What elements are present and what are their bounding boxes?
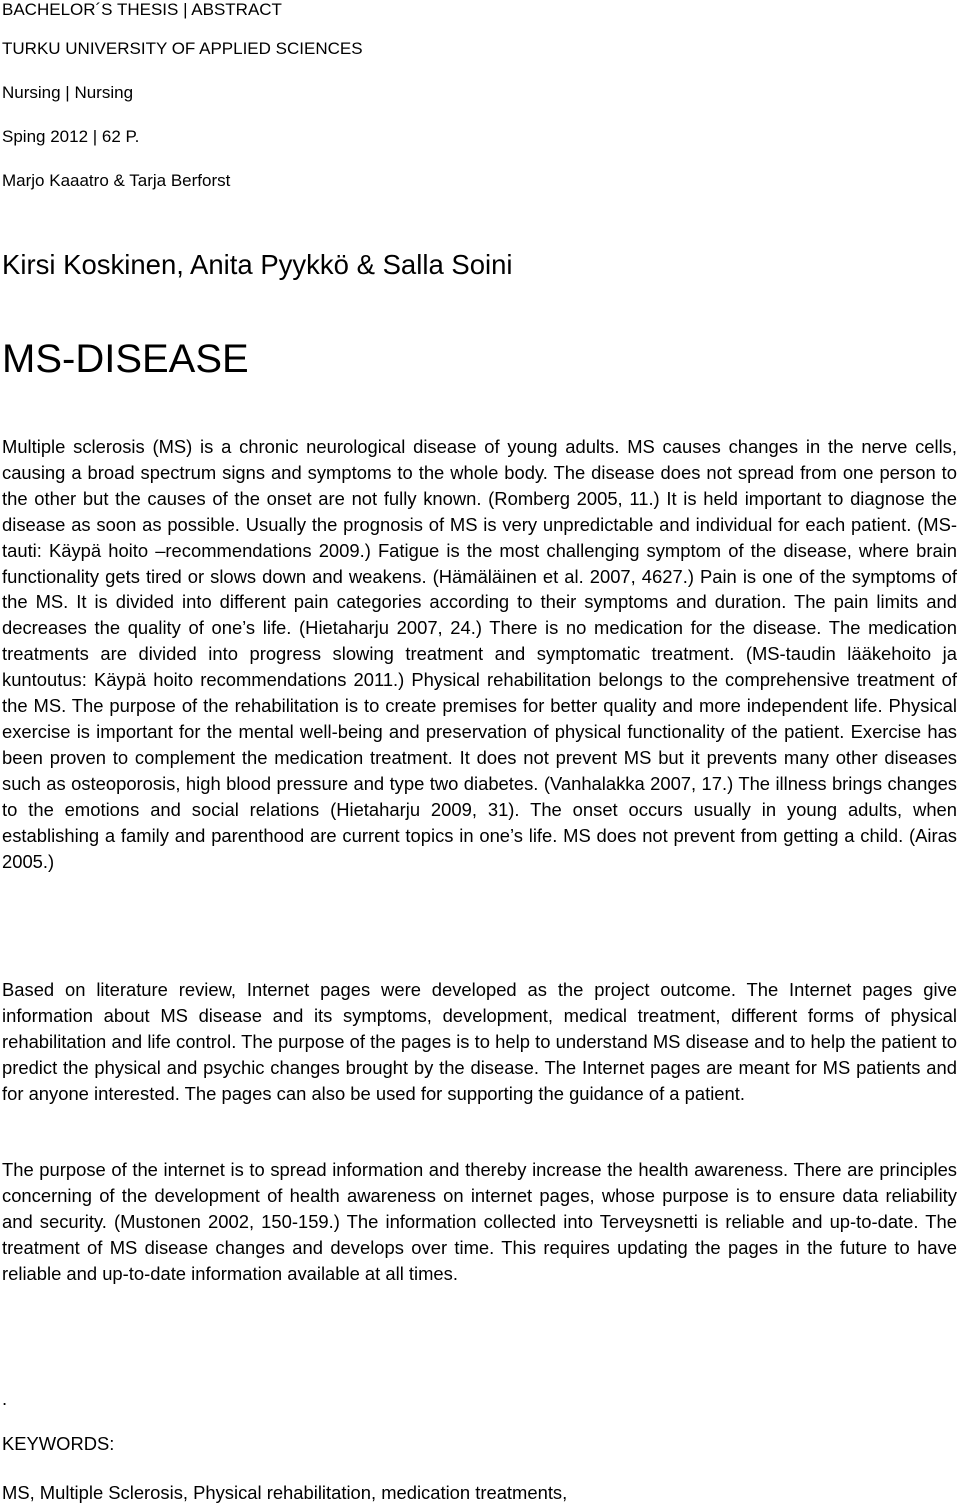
institution-name: TURKU UNIVERSITY OF APPLIED SCIENCES xyxy=(2,39,363,58)
document-type: BACHELOR´S THESIS | ABSTRACT xyxy=(2,0,282,19)
abstract-paragraph-2: Based on literature review, Internet pages were developed as the project outcome. The Internet pages give information about MS disease and its symptoms, development, medical treatment, different forms of physical rehabilitation and life control. The purpose of the pages is to help to understand MS disease and to help the patient to predict the physical and psychic changes brought by the disease. The Internet pages are meant for MS patients and for anyone interested. The pages can also be used for supporting the guidance of a patient. xyxy=(2,979,957,1104)
abstract-paragraph-1: Multiple sclerosis (MS) is a chronic neurological disease of young adults. MS causes changes in the nerve cells, causing a broad spectrum signs and symptoms to the whole body. The disease does not spread from one person to the other but the causes of the onset are not fully known. (Romberg 2005, 11.) It is held important to diagnose the disease as soon as possible. Usually the prognosis of MS is very unpredictable and individual for each patient. (MS-tauti: Käypä hoito –recommendations 2009.) Fatigue is the most challenging symptom of the disease, where brain functionality gets tired or slows down and weakens. (Hämäläinen et al. 2007, 4627.) Pain is one of the symptoms of the MS. It is divided into different pain categories according to their symptoms and duration. The pain limits and decreases the quality of one’s life. (Hietaharju 2007, 24.) There is no medication for the disease. The medication treatments are divided into progress slowing treatment and symptomatic treatment. (MS-taudin lääkehoito ja kuntoutus: Käypä hoito recommendations 2011.) Physical rehabilitation belongs to the comprehensive treatment of the MS. The purpose of the rehabilitation is to create premises for better quality and more independent life. Physical exercise is important for the mental well-being and preservation of physical functionality of the patient. Exercise has been proven to complement the medication treatment. It does not prevent MS but it prevents many other diseases such as osteoporosis, high blood pressure and type two diabetes. (Vanhalakka 2007, 17.) The illness brings changes to the emotions and social relations (Hietaharju 2009, 31). The onset occurs usually in young adults, when establishing a family and parenthood are current topics in one’s life. MS does not prevent from getting a child. (Airas 2005.) xyxy=(2,436,957,872)
thesis-title: MS-DISEASE xyxy=(2,337,249,381)
authors: Kirsi Koskinen, Anita Pyykkö & Salla Soini xyxy=(2,249,513,280)
keywords-label: KEYWORDS: xyxy=(2,1433,115,1454)
date-and-pages: Sping 2012 | 62 P. xyxy=(2,127,140,146)
supervisors: Marjo Kaaatro & Tarja Berforst xyxy=(2,171,231,190)
degree-programme: Nursing | Nursing xyxy=(2,83,134,102)
separator-dot: . xyxy=(2,1388,8,1409)
abstract-paragraph-3: The purpose of the internet is to spread information and thereby increase the health awareness. There are principles concerning of the development of health awareness on internet pages, whose purpose is to ensure data reliability and security. (Mustonen 2002, 150-159.) The information collected into Terveysnetti is reliable and up-to-date. The treatment of MS disease changes and develops over time. This requires updating the pages in the future to have reliable and up-to-date information available at all times. xyxy=(2,1159,957,1284)
keywords-list: MS, Multiple Sclerosis, Physical rehabilitation, medication treatments, xyxy=(2,1482,568,1503)
